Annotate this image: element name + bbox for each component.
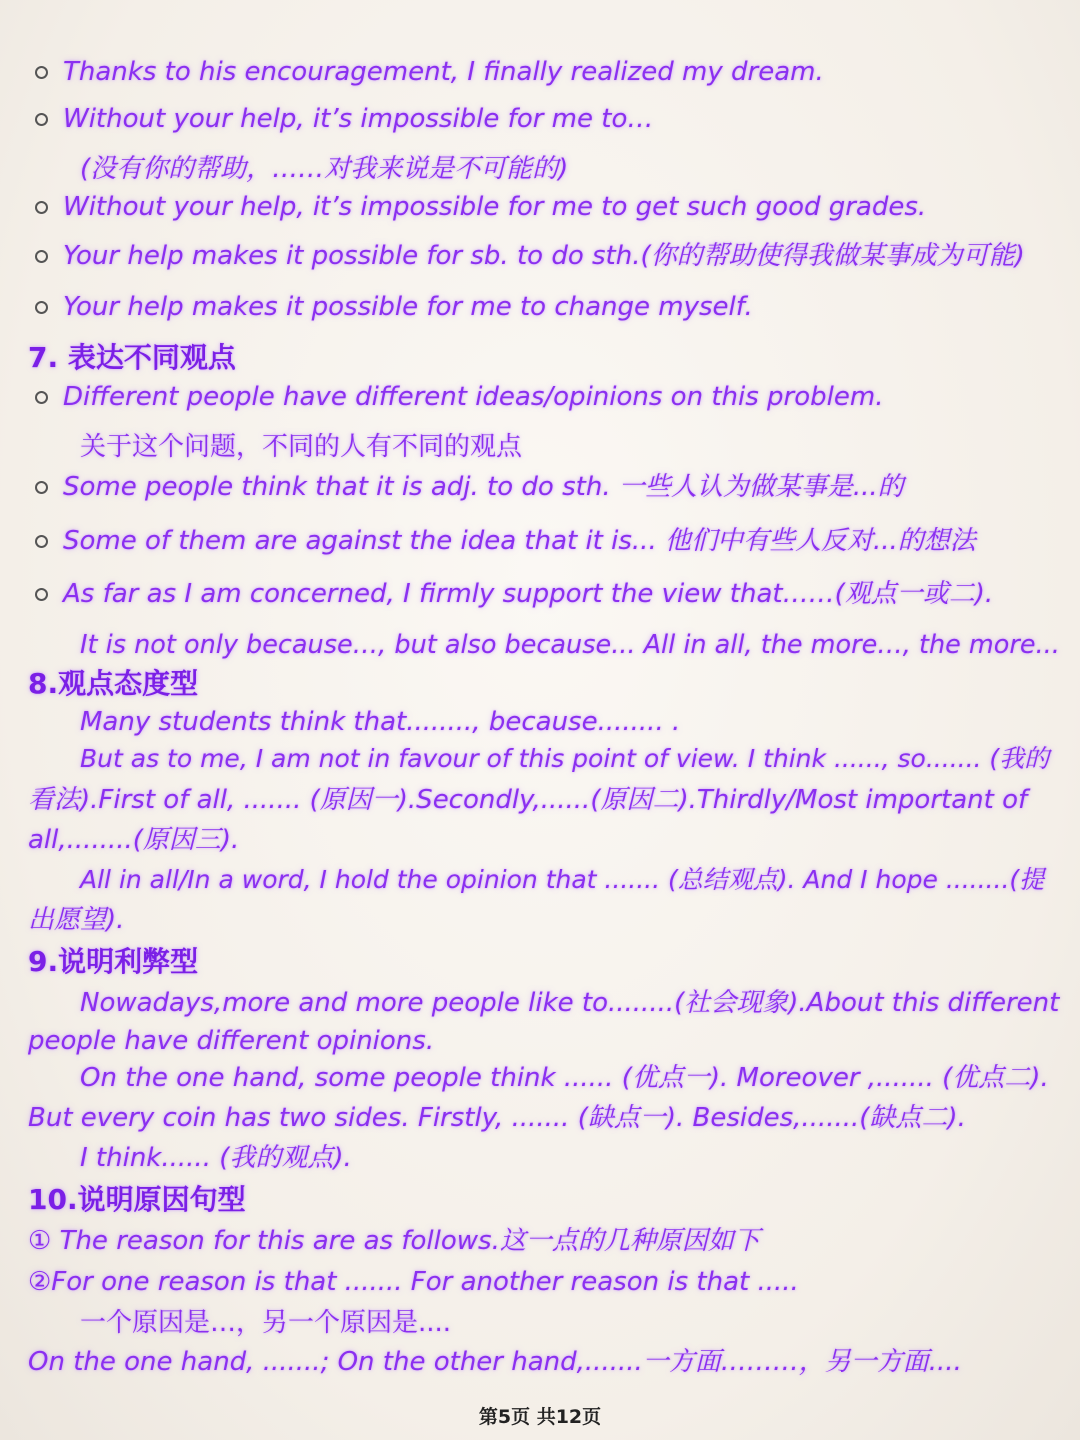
text-line: 一个原因是…，另一个原因是.... <box>80 1308 452 1338</box>
text-line: 关于这个问题，不同的人有不同的观点 <box>80 432 523 462</box>
text-line: Some people think that it is adj. to do sth. 一些人认为做某事是...的 <box>63 472 904 502</box>
text-line: ① The reason for this are as follows.这一点的几种原因如下 <box>28 1226 760 1256</box>
page-footer: 第5页 共12页 <box>478 1406 602 1428</box>
text-line: 出愿望). <box>28 905 125 935</box>
text-line: ②For one reason is that ....... For another reason is that ..... <box>28 1267 799 1297</box>
text-line: Many students think that........, because........ . <box>80 707 681 737</box>
text-line: It is not only because…, but also because... All in all, the more…, the more... <box>80 630 1060 660</box>
text-line: all,........(原因三). <box>28 825 240 855</box>
text-line: Different people have different ideas/opinions on this problem. <box>63 382 884 412</box>
bullet-circle-icon <box>35 301 48 314</box>
bullet-circle-icon <box>35 250 48 263</box>
text-line: Some of them are against the idea that it is... 他们中有些人反对...的想法 <box>63 526 976 556</box>
bullet-circle-icon <box>35 201 48 214</box>
text-line: Without your help, it’s impossible for me to get such good grades. <box>63 192 927 222</box>
bullet-circle-icon <box>35 481 48 494</box>
bullet-circle-icon <box>35 391 48 404</box>
text-line: But as to me, I am not in favour of this point of view. I think ......, so....... (我的 <box>80 744 1050 773</box>
bullet-circle-icon <box>35 66 48 79</box>
section-heading: 9.说明利弊型 <box>28 945 199 978</box>
text-line: Your help makes it possible for me to change myself. <box>63 292 753 322</box>
text-line: people have different opinions. <box>28 1026 435 1056</box>
text-line: But every coin has two sides. Firstly, ....... (缺点一). Besides,.......(缺点二). <box>28 1103 966 1133</box>
text-line: All in all/In a word, I hold the opinion that ....... (总结观点). And I hope ........(提 <box>80 865 1045 894</box>
text-line: Nowadays,more and more people like to........(社会现象).About this different <box>80 988 1060 1018</box>
section-heading: 7. 表达不同观点 <box>28 341 236 374</box>
text-line: (没有你的帮助，……对我来说是不可能的) <box>80 154 569 184</box>
text-line: As far as I am concerned, I firmly support the view that……(观点一或二). <box>63 579 994 609</box>
text-line: Thanks to his encouragement, I finally realized my dream. <box>63 57 824 87</box>
bullet-circle-icon <box>35 588 48 601</box>
bullet-circle-icon <box>35 535 48 548</box>
text-line: 看法).First of all, ....... (原因一).Secondly,......(原因二).Thirdly/Most important of <box>28 785 1028 815</box>
text-line: On the one hand, .......; On the other hand,.......一方面………，另一方面.... <box>28 1347 962 1377</box>
text-line: Your help makes it possible for sb. to do sth.(你的帮助使得我做某事成为可能) <box>63 241 1025 271</box>
bullet-circle-icon <box>35 113 48 126</box>
section-heading: 8.观点态度型 <box>28 667 199 700</box>
text-line: I think...... (我的观点). <box>80 1143 352 1173</box>
text-line: On the one hand, some people think ...... (优点一). Moreover ,....... (优点二). <box>80 1063 1049 1093</box>
text-line: Without your help, it’s impossible for me to… <box>63 104 654 134</box>
section-heading: 10.说明原因句型 <box>28 1183 246 1216</box>
